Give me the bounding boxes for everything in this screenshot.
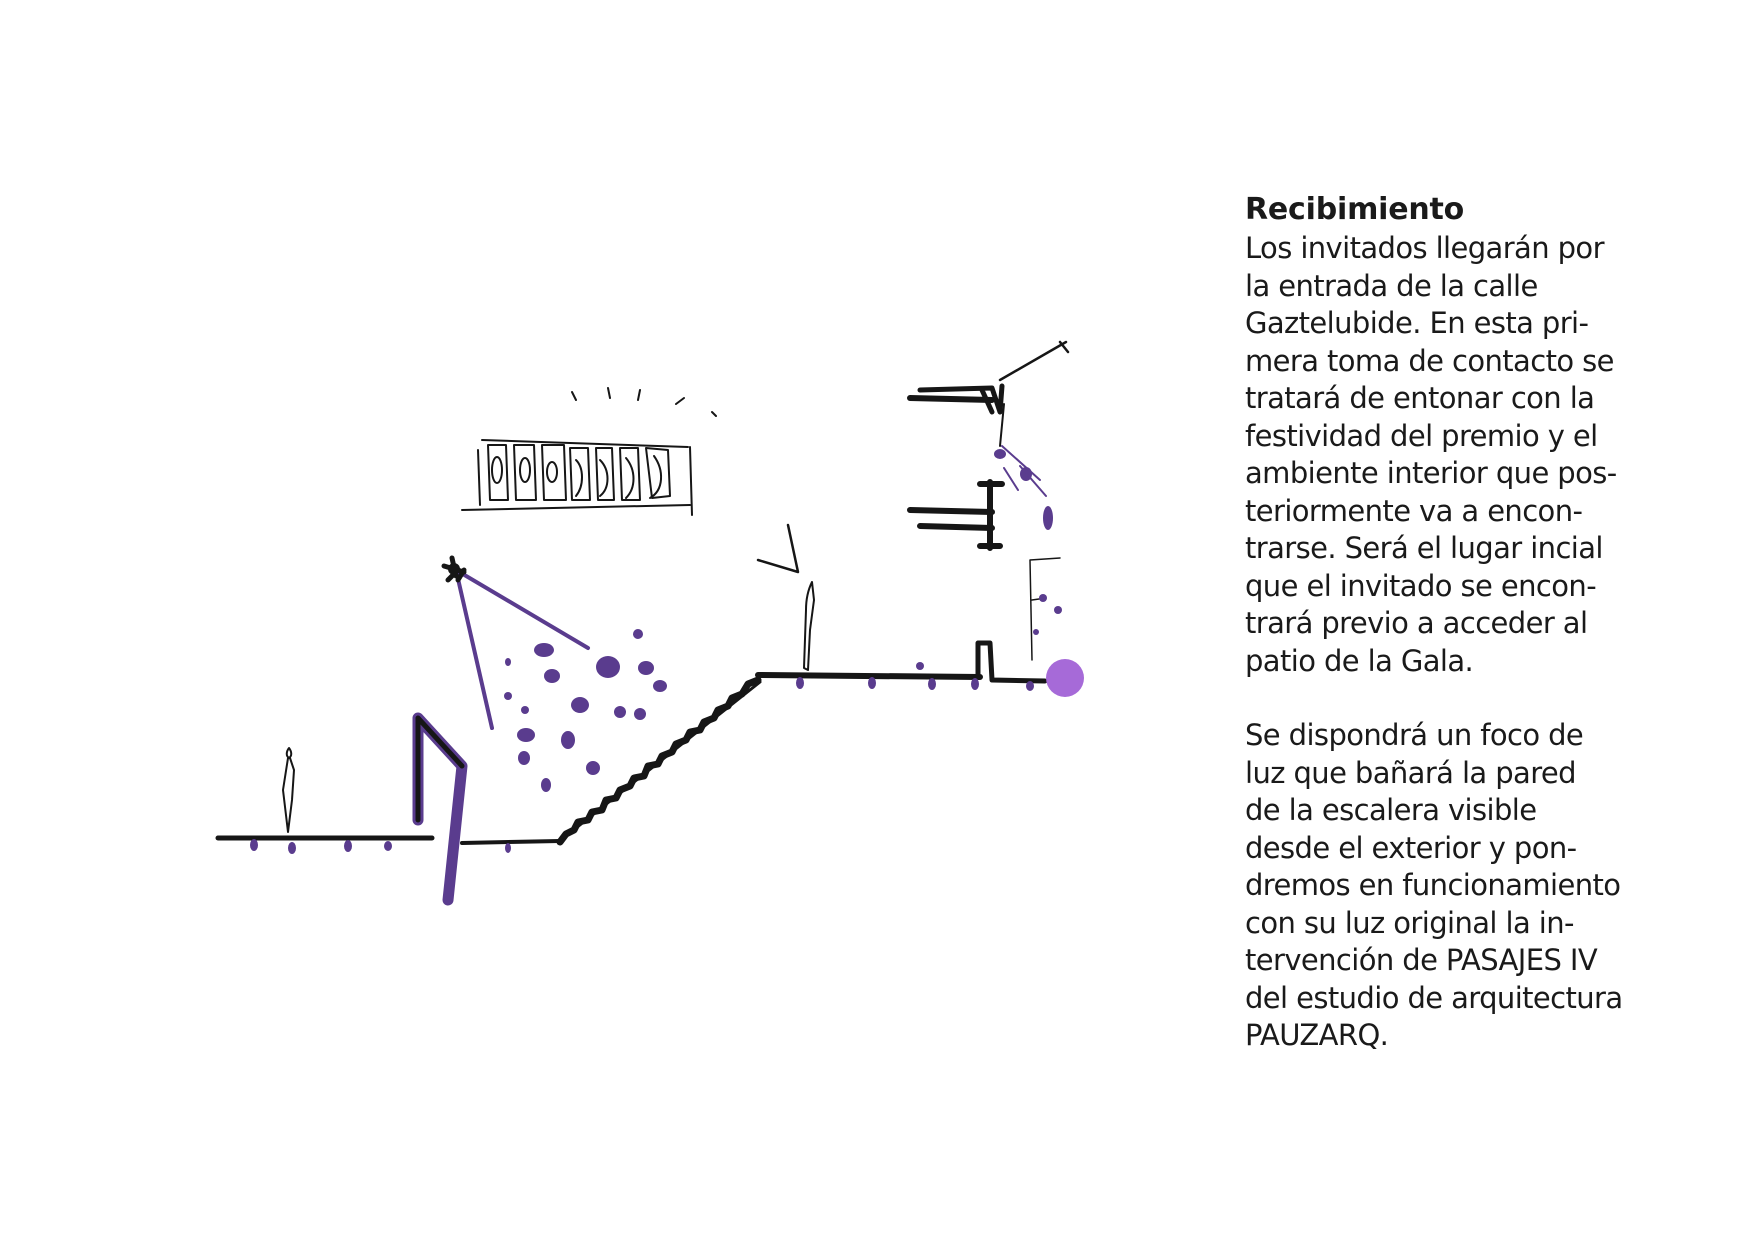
text-line: tervención de PASAJES IV	[1245, 943, 1598, 977]
figure-top	[758, 525, 814, 670]
front-wall	[418, 718, 462, 900]
text-line: Se dispondrá un foco de	[1245, 718, 1584, 752]
text-line: patio de la Gala.	[1245, 643, 1474, 678]
spotlight	[444, 558, 588, 728]
staircase	[560, 680, 760, 842]
text-line: ambiente interior que pos-	[1245, 456, 1617, 490]
text-line: festividad del premio y el	[1245, 418, 1598, 453]
figure-left	[283, 748, 294, 832]
section-heading: Recibimiento	[1245, 192, 1465, 227]
building-elevation	[910, 342, 1068, 660]
text-line: mera toma de contacto se	[1245, 343, 1614, 378]
ground-line	[218, 838, 560, 854]
paragraph-2	[1245, 717, 1665, 1055]
text-line: la entrada de la calle	[1245, 268, 1538, 303]
text-line: luz que bañará la pared	[1245, 755, 1576, 790]
paragraph-1	[1245, 230, 1665, 680]
text-line: con su luz original la in-	[1245, 905, 1574, 940]
text-line: dremos en funcionamiento	[1245, 868, 1621, 902]
text-line: Gaztelubide. En esta pri-	[1245, 306, 1589, 340]
text-line: del estudio de arquitectura	[1245, 980, 1623, 1015]
text-line: teriormente va a encon-	[1245, 493, 1583, 528]
text-line: de la escalera visible	[1245, 793, 1537, 827]
text-line: que el invitado se encon-	[1245, 568, 1597, 603]
text-line: PAUZARQ.	[1245, 1018, 1389, 1052]
text-panel	[1245, 190, 1665, 1055]
text-line: trarse. Será el lugar incial	[1245, 531, 1603, 565]
marker-dot	[1046, 659, 1084, 697]
text-line: tratará de entonar con la	[1245, 381, 1595, 415]
text-line: trará previo a acceder al	[1245, 606, 1588, 640]
upper-terrace	[758, 643, 1045, 691]
light-spots	[504, 629, 667, 792]
text-line: desde el exterior y pon-	[1245, 830, 1577, 865]
window-frieze	[462, 388, 716, 515]
text-line: Los invitados llegarán por	[1245, 231, 1604, 265]
